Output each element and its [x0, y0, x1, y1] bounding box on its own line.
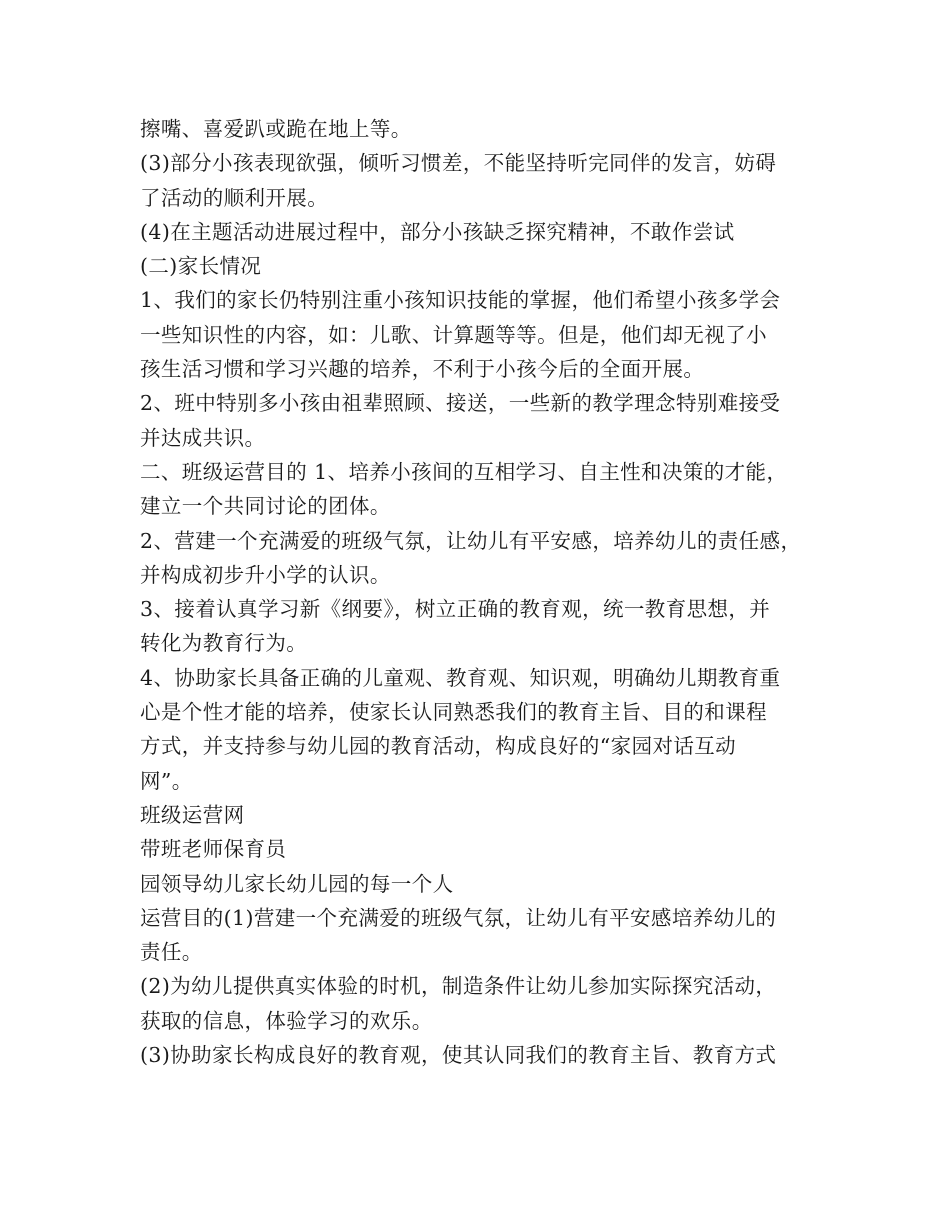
text-line: 方式，并支持参与幼儿园的教育活动，构成良好的“家园对话互动 [140, 734, 737, 759]
text-line: 一些知识性的内容，如：儿歌、计算题等等。但是，他们却无视了小 [140, 322, 767, 347]
text-line: 3、接着认真学习新《纲要》，树立正确的教育观，统一教育思想，并 [140, 597, 771, 622]
text-line: 并构成初步升小学的认识。 [140, 562, 391, 587]
text-line: 孩生活习惯和学习兴趣的培养，不利于小孩今后的全面开展。 [140, 357, 705, 382]
text-line: 责任。 [140, 940, 203, 965]
section-heading: 班级运营网 [140, 802, 245, 827]
text-line: 带班老师保育员 [140, 837, 287, 862]
section-heading: (二)家长情况 [140, 254, 262, 279]
text-line: (3)协助家长构成良好的教育观，使其认同我们的教育主旨、教育方式 [140, 1043, 777, 1068]
text-line: 转化为教育行为。 [140, 631, 308, 656]
text-line: 2、班中特别多小孩由祖辈照顾、接送，一些新的教学理念特别难接受 [140, 391, 781, 416]
text-line: 园领导幼儿家长幼儿园的每一个人 [140, 871, 454, 896]
text-line: 心是个性才能的培养，使家长认同熟悉我们的教育主旨、目的和课程 [140, 700, 767, 725]
text-line: 网”。 [140, 768, 193, 793]
text-line: (2)为幼儿提供真实体验的时机，制造条件让幼儿参加实际探究活动， [140, 974, 777, 999]
text-line: (3)部分小孩表现欲强，倾听习惯差，不能坚持听完同伴的发言，妨碍 [140, 151, 777, 176]
text-line: 1、我们的家长仍特别注重小孩知识技能的掌握，他们希望小孩多学会 [140, 288, 781, 313]
text-line: 擦嘴、喜爱趴或跪在地上等。 [140, 117, 412, 141]
section-heading: 二、班级运营目的 1、培养小孩间的互相学习、自主性和决策的才能， [140, 459, 788, 484]
document-body [140, 112, 840, 1072]
text-line: 2、营建一个充满爱的班级气氛，让幼儿有平安感，培养幼儿的责任感， [140, 528, 802, 553]
text-line: 了活动的顺利开展。 [140, 185, 329, 210]
text-line: 4、协助家长具备正确的儿童观、教育观、知识观，明确幼儿期教育重 [140, 665, 781, 690]
text-line: 运营目的(1)营建一个充满爱的班级气氛，让幼儿有平安感培养幼儿的 [140, 905, 777, 930]
text-line: 并达成共识。 [140, 425, 266, 450]
text-line: 建立一个共同讨论的团体。 [140, 494, 391, 519]
text-line: 获取的信息，体验学习的欢乐。 [140, 1008, 433, 1033]
text-line: (4)在主题活动进展过程中，部分小孩缺乏探究精神，不敢作尝试 [140, 219, 735, 244]
